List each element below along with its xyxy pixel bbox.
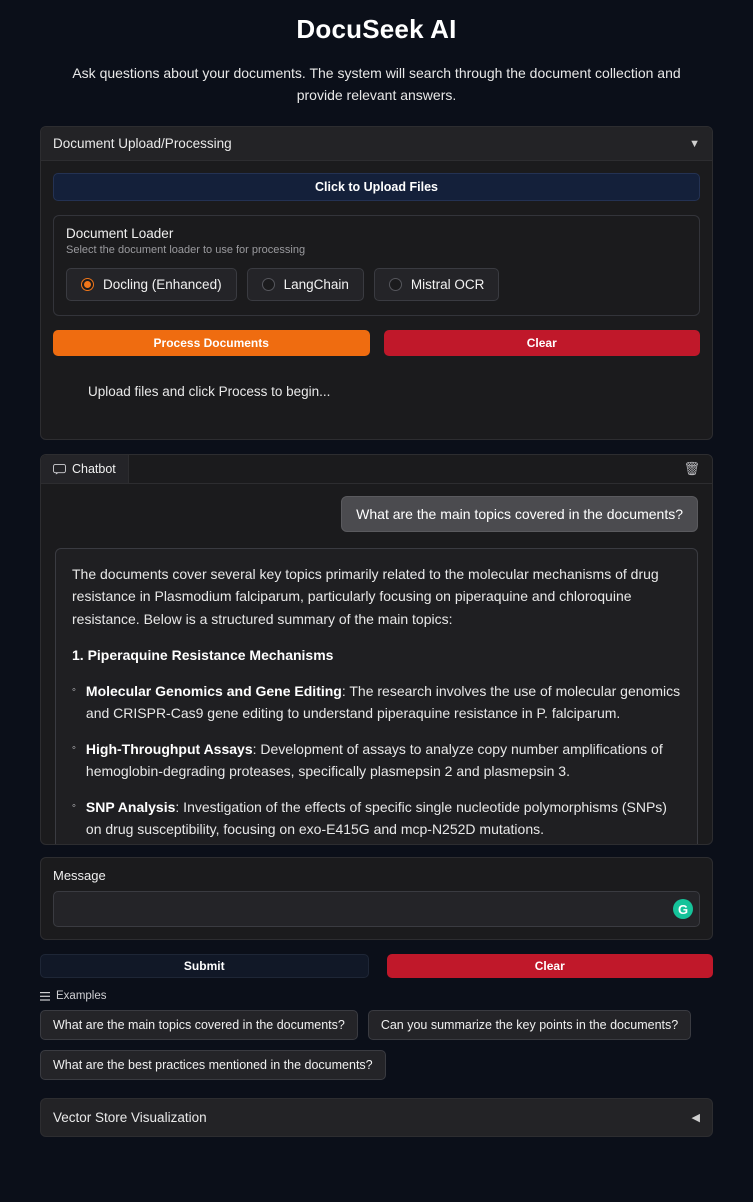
- app-root: [0, 14, 753, 1147]
- radio-option-mistral-ocr[interactable]: [374, 268, 500, 301]
- document-loader-group: [53, 215, 700, 316]
- document-upload-panel-header[interactable]: [41, 127, 712, 161]
- assistant-message-intro: The documents cover several key topics primarily related to the molecular mechanisms of drug resistance in Plasmodium falciparum, particularly focusing on piperaquine and chloroquine resistance. Below is a structured summary of the main topics:: [72, 566, 659, 627]
- examples-title-row: [40, 990, 713, 1002]
- examples-title: Examples: [56, 990, 107, 1003]
- bullet-icon: ◦: [72, 742, 76, 755]
- radio-option-docling[interactable]: [66, 268, 237, 301]
- radio-label-mistral-ocr: Mistral OCR: [410, 277, 485, 293]
- list-item-term: Molecular Genomics and Gene Editing: [85, 682, 342, 699]
- document-upload-panel-title: Document Upload/Processing: [53, 136, 232, 152]
- chat-bubble-icon: [53, 464, 66, 475]
- chevron-left-icon[interactable]: ◀: [691, 1112, 700, 1125]
- radio-dot-icon: [389, 278, 402, 291]
- upload-status-text: Upload files and click Process to begin...: [88, 384, 331, 400]
- bullet-icon: ◦: [72, 800, 76, 813]
- radio-option-langchain[interactable]: [247, 268, 364, 301]
- examples-section: [40, 990, 713, 1080]
- process-documents-button[interactable]: Process Documents: [53, 330, 370, 356]
- list-item: [72, 796, 681, 840]
- page-title: DocuSeek AI: [296, 14, 457, 44]
- grammar-assistant-icon[interactable]: G: [673, 899, 693, 919]
- list-item-term: High-Throughput Assays: [85, 741, 253, 758]
- list-item-term: SNP Analysis: [85, 799, 176, 816]
- vector-store-visualization-accordion[interactable]: [40, 1098, 713, 1137]
- message-input-wrapper: [53, 891, 700, 927]
- user-message-row: [55, 496, 698, 532]
- list-item-body: : Investigation of the effects of specific single nucleotide polymorphisms (SNPs) on drug susceptibility, focusing on exo-E415G and mcp-N252D mutations.: [85, 799, 667, 838]
- document-loader-title: Document Loader: [66, 226, 174, 242]
- message-input[interactable]: [54, 892, 699, 926]
- radio-label-langchain: LangChain: [283, 277, 349, 293]
- submit-button[interactable]: Submit: [40, 954, 369, 978]
- message-box: [40, 857, 713, 940]
- list-item: [72, 680, 681, 724]
- example-chip-2[interactable]: Can you summarize the key points in the documents?: [368, 1010, 691, 1040]
- list-item-text: [86, 680, 681, 724]
- radio-label-docling: Docling (Enhanced): [103, 277, 222, 293]
- tab-chatbot[interactable]: [41, 455, 129, 483]
- list-icon: [40, 992, 50, 1001]
- document-loader-options: [66, 268, 687, 301]
- clear-chat-button[interactable]: Clear: [387, 954, 714, 978]
- upload-files-button[interactable]: Click to Upload Files: [53, 173, 700, 201]
- chat-action-buttons: [40, 954, 713, 978]
- document-loader-description: Select the document loader to use for processing: [66, 244, 306, 257]
- vector-store-visualization-title: Vector Store Visualization: [53, 1110, 207, 1126]
- chevron-down-icon[interactable]: ▼: [689, 137, 700, 150]
- page-subtitle: Ask questions about your documents. The system will search through the document collection and provide relevant answers.: [72, 65, 681, 103]
- list-item-body: : Development of assays to analyze copy number amplifications of hemoglobin-degrading proteases, specifically plasmepsin 2 and plasmepsin 3.: [85, 741, 663, 780]
- chat-message-list: [41, 484, 712, 844]
- tab-chatbot-label: Chatbot: [72, 462, 116, 477]
- list-item-text: [86, 796, 681, 840]
- message-label: Message: [53, 868, 106, 884]
- examples-row-2: [40, 1050, 713, 1080]
- list-item: [72, 738, 681, 782]
- upload-action-buttons: [53, 330, 700, 356]
- clear-chat-icon[interactable]: 🗑: [683, 461, 700, 477]
- document-upload-panel: [40, 126, 713, 440]
- example-chip-3[interactable]: What are the best practices mentioned in the documents?: [40, 1050, 386, 1080]
- list-item-body: : The research involves the use of molecular genomics and CRISPR-Cas9 gene editing to understand piperaquine resistance in P. falciparum.: [85, 682, 681, 721]
- list-item-text: [86, 738, 681, 782]
- example-chip-1[interactable]: What are the main topics covered in the documents?: [40, 1010, 358, 1040]
- radio-dot-icon: [262, 278, 275, 291]
- chatbot-tabbar: [41, 455, 712, 484]
- clear-documents-button[interactable]: Clear: [384, 330, 701, 356]
- user-message: What are the main topics covered in the documents?: [341, 496, 698, 532]
- radio-dot-icon: [81, 278, 94, 291]
- assistant-message: [55, 548, 698, 844]
- bullet-icon: ◦: [72, 683, 76, 696]
- examples-row-1: [40, 1010, 713, 1040]
- document-upload-panel-body: [41, 161, 712, 439]
- chatbot-panel: [40, 454, 713, 845]
- assistant-message-heading: 1. Piperaquine Resistance Mechanisms: [72, 646, 334, 663]
